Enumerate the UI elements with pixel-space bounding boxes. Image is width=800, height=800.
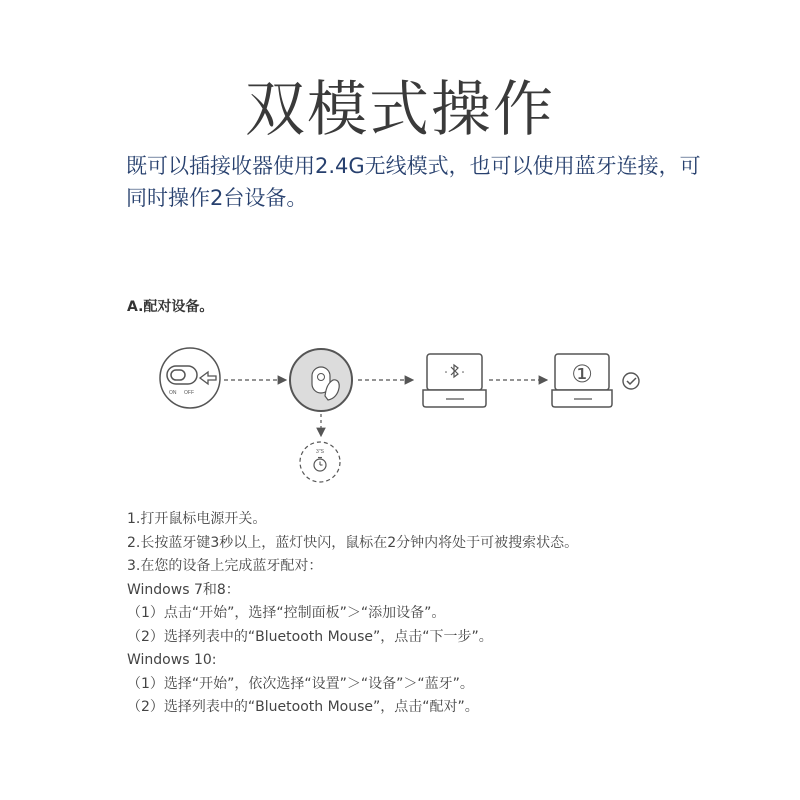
switch-on-label: ON	[169, 390, 177, 396]
windows10-item-2: （2）选择列表中的“Bluetooth Mouse”，点击“配对”。	[127, 699, 479, 715]
windows10-heading: Windows 10:	[127, 652, 217, 668]
switch-off-label: OFF	[184, 390, 194, 396]
windows7-item-2: （2）选择列表中的“Bluetooth Mouse”，点击“下一步”。	[127, 628, 493, 645]
mouse-button-icon	[290, 349, 352, 411]
laptop-bluetooth-icon	[423, 354, 486, 407]
power-switch-icon	[160, 348, 220, 408]
windows7-heading: Windows 7和8：	[127, 581, 240, 598]
pairing-diagram	[150, 336, 670, 496]
timer-label: 3″S	[316, 449, 324, 455]
section-heading: A.配对设备。	[127, 299, 214, 315]
laptop-paired-icon	[552, 354, 612, 407]
check-icon	[623, 373, 639, 389]
step-2: 2.长按蓝牙键3秒以上，蓝灯快闪，鼠标在2分钟内将处于可被搜索状态。	[127, 534, 579, 551]
subtitle: 既可以插接收器使用2.4G无线模式，也可以使用蓝牙连接，可同时操作2台设备。	[126, 154, 701, 210]
timer-icon	[300, 442, 340, 482]
page-title: 双模式操作	[245, 75, 555, 145]
step-3: 3.在您的设备上完成蓝牙配对：	[127, 558, 323, 574]
windows10-item-1: （1）选择“开始”，依次选择“设置”＞“设备”＞“蓝牙”。	[127, 675, 474, 692]
windows7-item-1: （1）点击“开始”，选择“控制面板”＞“添加设备”。	[127, 605, 446, 621]
step-number: ①	[571, 360, 593, 388]
instructions	[127, 508, 727, 720]
step-1: 1.打开鼠标电源开关。	[127, 511, 267, 527]
